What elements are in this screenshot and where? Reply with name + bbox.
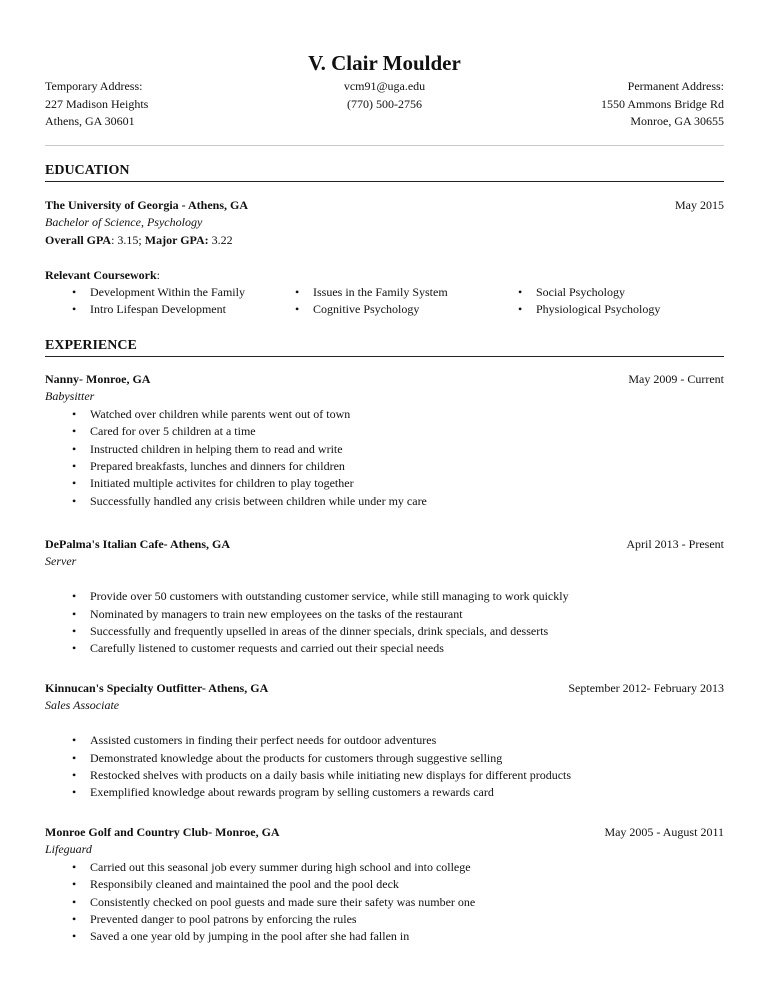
bullet-item: • Successfully and frequently upselled in areas of the dinner specials, drink specials, and desserts bbox=[45, 623, 724, 640]
bullet-item: • Cared for over 5 children at a time bbox=[45, 423, 724, 440]
coursework-column bbox=[491, 284, 714, 319]
bullet-item: • Carried out this seasonal job every summer during high school and into college bbox=[45, 859, 724, 876]
applicant-name: V. Clair Moulder bbox=[308, 51, 461, 75]
job-entry bbox=[45, 824, 724, 946]
major-gpa-label: Major GPA: bbox=[144, 232, 209, 247]
job-title: Nanny- Monroe, GA bbox=[45, 372, 151, 386]
permanent-address-line1: 1550 Ammons Bridge Rd bbox=[600, 96, 724, 111]
job-title: Kinnucan's Specialty Outfitter- Athens, GA bbox=[45, 681, 269, 695]
job-entry bbox=[45, 536, 724, 658]
coursework-column bbox=[45, 284, 268, 319]
job-entry bbox=[45, 680, 724, 802]
education-heading: EDUCATION bbox=[45, 163, 724, 182]
gpa-line bbox=[45, 232, 724, 249]
job-bullets bbox=[45, 859, 724, 946]
bullet-item: • Initiated multiple activites for children to play together bbox=[45, 475, 724, 492]
course-item: • Cognitive Psychology bbox=[268, 301, 491, 318]
permanent-address bbox=[601, 78, 724, 131]
phone: (770) 500-2756 bbox=[347, 96, 422, 111]
course-item: • Physiological Psychology bbox=[491, 301, 714, 318]
job-date: September 2012- February 2013 bbox=[568, 681, 724, 695]
overall-gpa-label: Overall GPA bbox=[45, 232, 112, 247]
email: vcm91@uga.edu bbox=[343, 79, 426, 93]
job-role: Babysitter bbox=[45, 389, 95, 404]
job-entry bbox=[45, 371, 724, 510]
job-date: April 2013 - Present bbox=[626, 537, 724, 551]
major-gpa-value: 3.22 bbox=[208, 232, 233, 247]
job-title: Monroe Golf and Country Club- Monroe, GA bbox=[45, 825, 280, 839]
course-item: • Issues in the Family System bbox=[268, 284, 491, 301]
school-name: The University of Georgia - Athens, GA bbox=[45, 198, 248, 212]
bullet-item: • Restocked shelves with products on a daily basis while initiating new displays for different products bbox=[45, 767, 724, 784]
bullet-item: • Instructed children in helping them to read and write bbox=[45, 441, 724, 458]
coursework-label: Relevant Coursework bbox=[45, 267, 157, 282]
overall-gpa-value: : 3.15; bbox=[111, 232, 145, 247]
job-title: DePalma's Italian Cafe- Athens, GA bbox=[45, 537, 230, 551]
job-bullets bbox=[45, 588, 724, 658]
coursework-colon: : bbox=[156, 267, 160, 282]
job-date: May 2009 - Current bbox=[628, 372, 724, 386]
job-role: Lifeguard bbox=[45, 842, 92, 857]
bullet-item: • Prevented danger to pool patrons by enforcing the rules bbox=[45, 911, 724, 928]
job-bullets bbox=[45, 406, 724, 510]
course-item: • Social Psychology bbox=[491, 284, 714, 301]
course-item: • Development Within the Family bbox=[45, 284, 268, 301]
bullet-item: • Nominated by managers to train new employees on the tasks of the restaurant bbox=[45, 606, 724, 623]
course-item: • Intro Lifespan Development bbox=[45, 301, 268, 318]
bullet-item: • Consistently checked on pool guests and made sure their safety was number one bbox=[45, 894, 724, 911]
degree: Bachelor of Science, Psychology bbox=[45, 215, 203, 230]
job-bullets bbox=[45, 732, 724, 802]
temporary-address-label: Temporary Address: bbox=[45, 79, 143, 93]
bullet-item: • Exemplified knowledge about rewards program by selling customers a rewards card bbox=[45, 784, 724, 801]
bullet-item: • Responsibily cleaned and maintained the pool and the pool deck bbox=[45, 876, 724, 893]
job-date: May 2005 - August 2011 bbox=[604, 825, 724, 839]
permanent-address-line2: Monroe, GA 30655 bbox=[630, 114, 724, 128]
bullet-item: • Saved a one year old by jumping in the pool after she had fallen in bbox=[45, 928, 724, 945]
coursework-column bbox=[268, 284, 491, 319]
bullet-item: • Successfully handled any crisis between children while under my care bbox=[45, 493, 724, 510]
education-entry bbox=[45, 197, 724, 319]
bullet-item: • Assisted customers in finding their perfect needs for outdoor adventures bbox=[45, 732, 724, 749]
header-divider bbox=[45, 145, 724, 146]
coursework-grid bbox=[45, 284, 724, 319]
temporary-address-line1: 227 Madison Heights bbox=[45, 96, 149, 111]
experience-heading: EXPERIENCE bbox=[45, 338, 724, 357]
bullet-item: • Demonstrated knowledge about the products for customers through suggestive selling bbox=[45, 750, 724, 767]
job-role: Sales Associate bbox=[45, 698, 120, 713]
bullet-item: • Carefully listened to customer requests and carried out their special needs bbox=[45, 640, 724, 657]
bullet-item: • Prepared breakfasts, lunches and dinners for children bbox=[45, 458, 724, 475]
temporary-address-line2: Athens, GA 30601 bbox=[45, 114, 135, 128]
job-role: Server bbox=[45, 554, 77, 569]
bullet-item: • Watched over children while parents went out of town bbox=[45, 406, 724, 423]
permanent-address-label: Permanent Address: bbox=[627, 79, 724, 93]
graduation-date: May 2015 bbox=[675, 198, 724, 212]
coursework-label-line bbox=[45, 267, 724, 284]
bullet-item: • Provide over 50 customers with outstanding customer service, while still managing to work quickly bbox=[45, 588, 724, 605]
